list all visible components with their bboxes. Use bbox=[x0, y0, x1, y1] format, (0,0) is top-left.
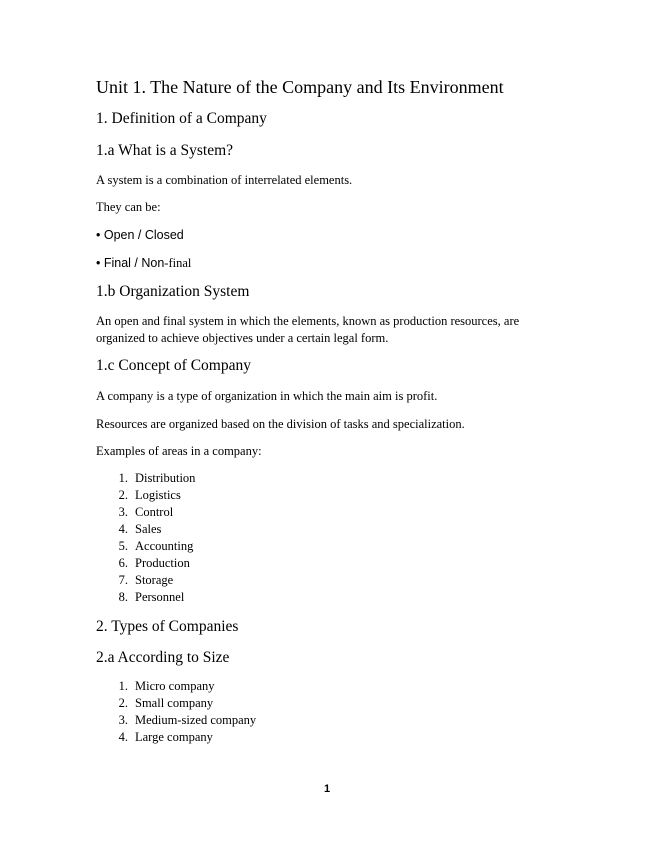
section-1c-heading: 1.c Concept of Company bbox=[96, 357, 251, 374]
organization-system-text-line1: An open and final system in which the elements, known as production resources, are bbox=[96, 314, 520, 328]
list-item-number: 7. bbox=[118, 573, 128, 587]
list-item-text: Distribution bbox=[135, 471, 196, 485]
list-item-number: 4. bbox=[118, 522, 128, 536]
list-item-number: 3. bbox=[118, 505, 128, 519]
system-definition-text: A system is a combination of interrelated elements. bbox=[96, 173, 353, 187]
list-item-text: Storage bbox=[135, 573, 174, 587]
list-item-text: Medium-sized company bbox=[135, 713, 257, 727]
list-item-number: 1. bbox=[118, 471, 128, 485]
list-item-number: 3. bbox=[118, 713, 128, 727]
list-item-number: 1. bbox=[118, 679, 128, 693]
bullet-open-closed: • Open / Closed bbox=[96, 228, 184, 242]
bullet-final-nonfinal-main: • Final / Non bbox=[96, 256, 165, 270]
list-item-text: Logistics bbox=[135, 488, 181, 502]
list-item-text: Small company bbox=[135, 696, 214, 710]
list-item-text: Production bbox=[135, 556, 190, 570]
section-1b-heading: 1.b Organization System bbox=[96, 283, 250, 300]
company-areas-intro: Examples of areas in a company: bbox=[96, 444, 262, 458]
list-item-number: 8. bbox=[118, 590, 128, 604]
list-item-text: Micro company bbox=[135, 679, 215, 693]
resources-organization-text: Resources are organized based on the division of tasks and specialization. bbox=[96, 417, 465, 431]
bullet-final-nonfinal-tail: -final bbox=[164, 256, 192, 270]
list-item-text: Accounting bbox=[135, 539, 194, 553]
list-item-number: 2. bbox=[118, 696, 128, 710]
list-item-text: Personnel bbox=[135, 590, 185, 604]
list-item-text: Control bbox=[135, 505, 174, 519]
list-item-number: 2. bbox=[118, 488, 128, 502]
list-item-number: 5. bbox=[118, 539, 128, 553]
page-number: 1 bbox=[324, 783, 331, 795]
section-1-heading: 1. Definition of a Company bbox=[96, 110, 267, 127]
section-2a-heading: 2.a According to Size bbox=[96, 649, 230, 666]
section-1a-heading: 1.a What is a System? bbox=[96, 142, 234, 159]
company-definition-text: A company is a type of organization in which the main aim is profit. bbox=[96, 389, 438, 403]
system-types-intro: They can be: bbox=[96, 200, 161, 214]
list-item-text: Sales bbox=[135, 522, 162, 536]
document-title: Unit 1. The Nature of the Company and Its Environment bbox=[96, 77, 504, 97]
section-2-heading: 2. Types of Companies bbox=[96, 618, 239, 635]
bullet-final-nonfinal bbox=[96, 255, 191, 271]
list-item-number: 6. bbox=[118, 556, 128, 570]
list-item-number: 4. bbox=[118, 730, 128, 744]
organization-system-text-line2: organized to achieve objectives under a certain legal form. bbox=[96, 331, 389, 345]
list-item-text: Large company bbox=[135, 730, 213, 744]
